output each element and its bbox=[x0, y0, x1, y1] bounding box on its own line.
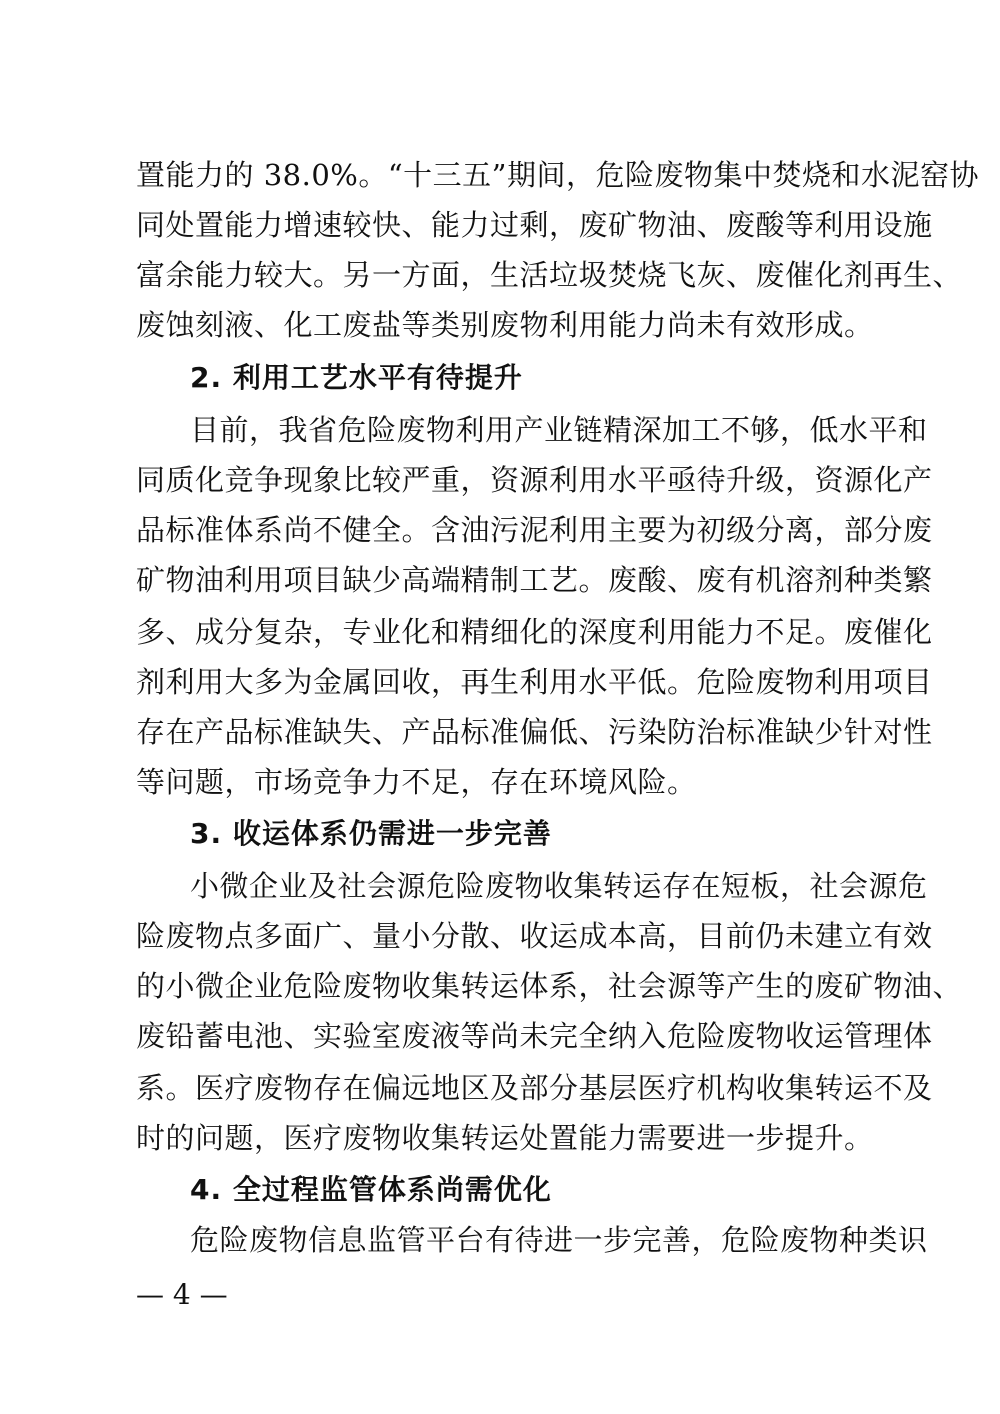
paragraph-2-line-8: 等问题，市场竞争力不足，存在环境风险。 bbox=[136, 765, 697, 799]
paragraph-2-line-7: 存在产品标准缺失、产品标准偏低、污染防治标准缺少针对性 bbox=[136, 715, 933, 749]
paragraph-1-line-4: 废蚀刻液、化工废盐等类别废物利用能力尚未有效形成。 bbox=[136, 308, 874, 342]
paragraph-1-line-2: 同处置能力增速较快、能力过剩，废矿物油、废酸等利用设施 bbox=[136, 208, 933, 242]
section-heading-3: 3. 收运体系仍需进一步完善 bbox=[190, 817, 552, 850]
section-heading-2: 2. 利用工艺水平有待提升 bbox=[190, 361, 523, 394]
paragraph-2-line-2: 同质化竞争现象比较严重，资源利用水平亟待升级，资源化产 bbox=[136, 463, 933, 497]
paragraph-2-line-4: 矿物油利用项目缺少高端精制工艺。废酸、废有机溶剂种类繁 bbox=[136, 563, 933, 597]
paragraph-3-line-3: 的小微企业危险废物收集转运体系，社会源等产生的废矿物油、 bbox=[136, 969, 963, 1003]
page-number: — 4 — bbox=[136, 1278, 228, 1311]
paragraph-3-line-6: 时的问题，医疗废物收集转运处置能力需要进一步提升。 bbox=[136, 1121, 874, 1155]
paragraph-3-line-5: 系。医疗废物存在偏远地区及部分基层医疗机构收集转运不及 bbox=[136, 1071, 933, 1105]
paragraph-4-line-1: 危险废物信息监管平台有待进一步完善，危险废物种类识 bbox=[190, 1223, 928, 1257]
paragraph-2-line-5: 多、成分复杂，专业化和精细化的深度利用能力不足。废催化 bbox=[136, 615, 933, 649]
paragraph-2-line-3: 品标准体系尚不健全。含油污泥利用主要为初级分离，部分废 bbox=[136, 513, 933, 547]
paragraph-2-line-1: 目前，我省危险废物利用产业链精深加工不够，低水平和 bbox=[190, 413, 928, 447]
paragraph-3-line-1: 小微企业及社会源危险废物收集转运存在短板，社会源危 bbox=[190, 869, 928, 903]
paragraph-3-line-4: 废铅蓄电池、实验室废液等尚未完全纳入危险废物收运管理体 bbox=[136, 1019, 933, 1053]
paragraph-2-line-6: 剂利用大多为金属回收，再生利用水平低。危险废物利用项目 bbox=[136, 665, 933, 699]
paragraph-1-line-1: 置能力的 38.0%。“十三五”期间，危险废物集中焚烧和水泥窑协 bbox=[136, 158, 979, 192]
paragraph-1-line-3: 富余能力较大。另一方面，生活垃圾焚烧飞灰、废催化剂再生、 bbox=[136, 258, 963, 292]
section-heading-4: 4. 全过程监管体系尚需优化 bbox=[190, 1173, 552, 1206]
paragraph-3-line-2: 险废物点多面广、量小分散、收运成本高，目前仍未建立有效 bbox=[136, 919, 933, 953]
